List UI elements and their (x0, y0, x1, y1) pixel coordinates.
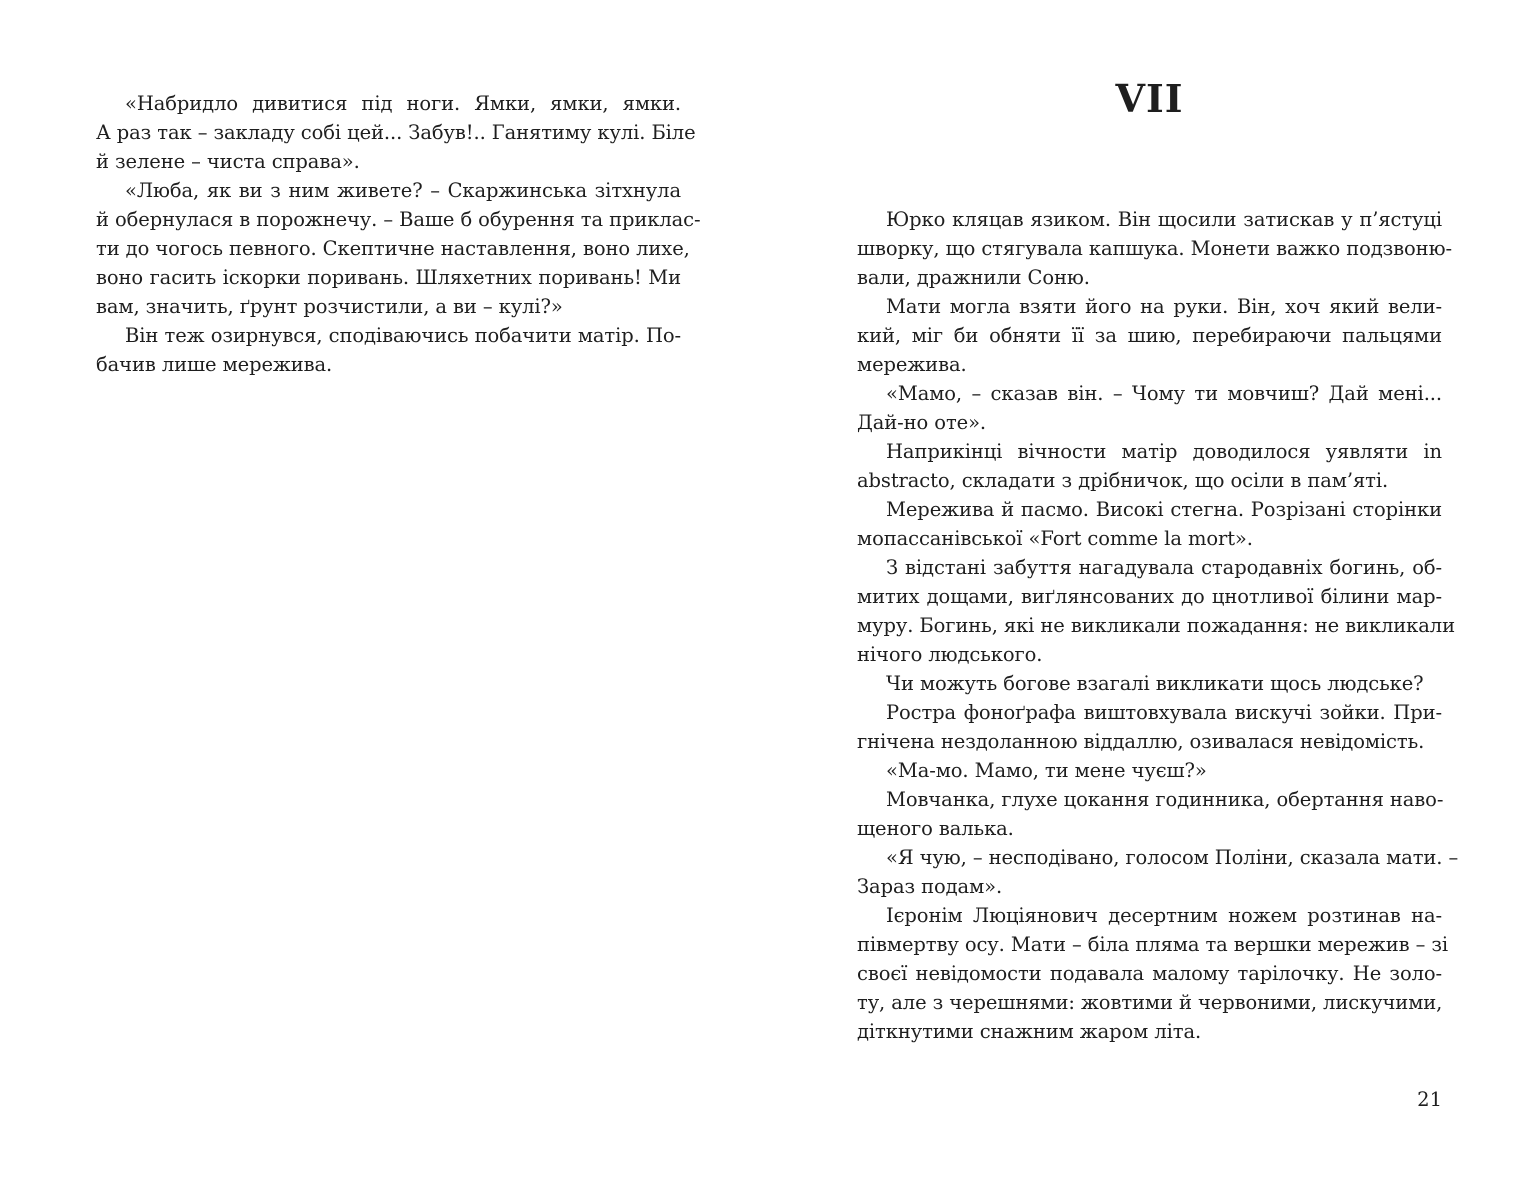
text-line: Ієронім Люціянович десертним ножем розтинав на- (886, 904, 1442, 927)
text-line: своєї невідомости подавала малому тарілочку. Не золо- (857, 962, 1442, 985)
text-line: Юрко кляцав язиком. Він щосили затискав у п’ястуці (886, 208, 1442, 231)
text-line: кий, міг би обняти її за шию, перебираючи пальцями (857, 324, 1442, 347)
text-line: abstracto, складати з дрібничок, що осіли в пам’яті. (857, 469, 1389, 492)
text-line: бачив лише мережива. (96, 353, 333, 376)
text-line: й зелене – чиста справа». (96, 150, 360, 173)
text-line: «Ма-мо. Мамо, ти мене чуєш?» (886, 759, 1207, 782)
text-line: Мережива й пасмо. Високі стегна. Розрізані сторінки (886, 498, 1442, 521)
text-line: муру. Богинь, які не викликали пожадання: не викликали (857, 614, 1455, 637)
text-line: ту, але з черешнями: жовтими й червоними, лискучими, (857, 991, 1443, 1014)
text-line: мопассанівської «Fort comme la mort». (857, 527, 1253, 550)
text-line: «Я чую, – несподівано, голосом Поліни, сказала мати. – (886, 846, 1459, 869)
text-line: З відстані забуття нагадувала стародавніх богинь, об- (886, 556, 1442, 579)
text-line: шворку, що стягувала капшука. Монети важко подзвоню- (857, 237, 1452, 260)
text-line: діткнутими снажним жаром літа. (857, 1020, 1202, 1043)
text-line: щеного валька. (857, 817, 1014, 840)
text-line: Чи можуть богове взагалі викликати щось людське? (886, 672, 1424, 695)
text-line: Мати могла взяти його на руки. Він, хоч який вели- (886, 295, 1442, 318)
text-line: Дай-но оте». (857, 411, 986, 434)
text-line: Ростра фоноґрафа виштовхувала вискучі зойки. При- (886, 701, 1442, 724)
text-line: «Мамо, – сказав він. – Чому ти мовчиш? Дай мені... (886, 382, 1442, 405)
text-line: мережива. (857, 353, 967, 376)
text-line: «Набридло дивитися під ноги. Ямки, ямки, ямки. (125, 92, 681, 115)
text-line: ти до чогось певного. Скептичне наставлення, воно лихе, (96, 237, 690, 260)
text-line: А раз так – закладу собі цей... Забув!.. Ганятиму кулі. Біле (96, 121, 696, 144)
text-line: воно гасить іскорки поривань. Шляхетних поривань! Ми (96, 266, 681, 289)
text-line: митих дощами, виґлянсованих до цнотливої білини мар- (857, 585, 1442, 608)
text-line: Наприкінці вічности матір доводилося уявляти in (886, 440, 1442, 463)
chapter-heading: VII (1115, 76, 1184, 121)
text-line: півмертву осу. Мати – біла пляма та вершки мережив – зі (857, 933, 1449, 956)
text-line: вали, дражнили Соню. (857, 266, 1090, 289)
text-line: Він теж озирнувся, сподіваючись побачити матір. По- (125, 324, 681, 347)
text-line: «Люба, як ви з ним живете? – Скаржинська зітхнула (125, 179, 681, 202)
text-line: гнічена нездоланною віддаллю, озивалася невідомість. (857, 730, 1425, 753)
text-line: нічого людського. (857, 643, 1043, 666)
page-number: 21 (1417, 1088, 1442, 1111)
text-line: й обернулася в порожнечу. – Ваше б обурення та приклас- (96, 208, 701, 231)
text-line: Мовчанка, глухе цокання годинника, обертання наво- (886, 788, 1444, 811)
text-line: вам, значить, ґрунт розчистили, а ви – кулі?» (96, 295, 563, 318)
text-line: Зараз подам». (857, 875, 1003, 898)
